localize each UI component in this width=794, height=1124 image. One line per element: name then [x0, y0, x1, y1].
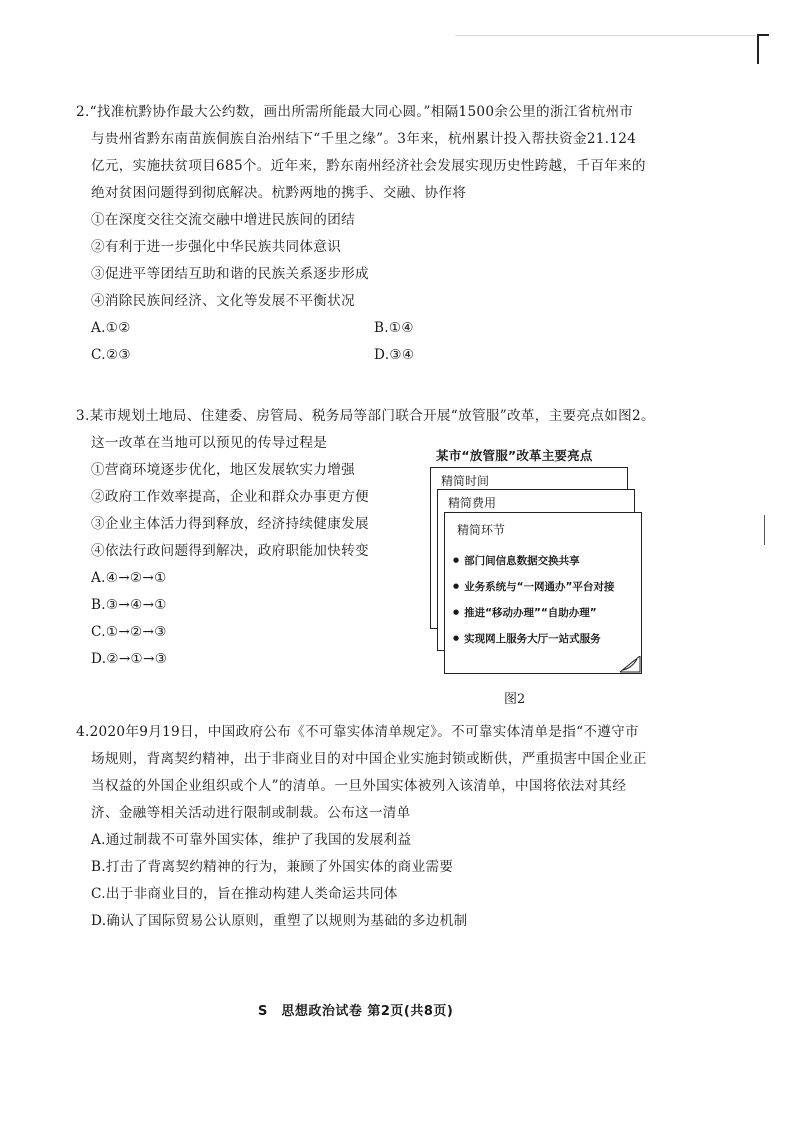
q4-option-a[interactable]: A.通过制裁不可靠外国实体，维护了我国的发展利益	[91, 832, 412, 848]
figure-bullet-2: ● 业务系统与“一网通办”平台对接	[453, 579, 614, 594]
q2-statement-2: ②有利于进一步强化中华民族共同体意识	[91, 239, 342, 255]
q4-stem-line-3: 当权益的外国企业组织或个人”的清单。一旦外国实体被列入该清单，中国将依法对其经	[91, 778, 627, 794]
q2-option-a[interactable]: A.①②	[91, 320, 131, 336]
q2-option-d[interactable]: D.③④	[374, 347, 415, 363]
page-curl-icon	[620, 656, 642, 674]
q3-stem-line-1: 3.某市规划土地局、住建委、房管局、税务局等部门联合开展“放管服”改革，主要亮点如图2。	[76, 408, 655, 424]
q4-stem-line-1: 4.2020年9月19日，中国政府公布《不可靠实体清单规定》。不可靠实体清单是指“不遵守市	[76, 724, 639, 740]
figure-card-steps	[444, 512, 642, 674]
figure-bullet-4: ● 实现网上服务大厅一站式服务	[453, 631, 601, 646]
q2-statement-4: ④消除民族间经济、文化等发展不平衡状况	[91, 293, 355, 309]
q3-statement-3: ③企业主体活力得到释放，经济持续健康发展	[91, 516, 369, 532]
q3-option-d[interactable]: D.②→①→③	[91, 651, 168, 667]
q3-statement-4: ④依法行政问题得到解决，政府职能加快转变	[91, 543, 369, 559]
card-label-time: 精简时间	[441, 474, 490, 488]
q4-option-d[interactable]: D.确认了国际贸易公认原则，重塑了以规则为基础的多边机制	[91, 913, 468, 929]
q2-stem-line-3: 亿元，实施扶贫项目685个。近年来，黔东南州经济社会发展实现历史性跨越，千百年来的	[91, 158, 646, 174]
q2-option-c[interactable]: C.②③	[91, 347, 131, 363]
margin-mark	[764, 515, 765, 545]
q3-statement-1: ①营商环境逐步优化，地区发展软实力增强	[91, 462, 355, 478]
q3-option-b[interactable]: B.③→④→①	[91, 597, 167, 613]
q2-option-b[interactable]: B.①④	[374, 320, 414, 336]
q4-stem-line-4: 济、金融等相关活动进行限制或制裁。公布这一清单	[91, 805, 411, 821]
q4-stem-line-2: 场规则，背离契约精神，出于非商业目的对中国企业实施封锁或断供，严重损害中国企业正	[91, 751, 647, 767]
q3-statement-2: ②政府工作效率提高，企业和群众办事更方便	[91, 489, 369, 505]
q2-stem-line-2: 与贵州省黔东南苗族侗族自治州结下“千里之缘”。3年来，杭州累计投入帮扶资金21.124	[91, 131, 637, 147]
q2-stem-line-1: 2.“找准杭黔协作最大公约数，画出所需所能最大同心圆。”相隔1500余公里的浙江省杭州市	[76, 104, 634, 120]
corner-mark-top	[757, 34, 769, 36]
figure-caption: 图2	[504, 692, 526, 707]
top-scan-line	[455, 35, 755, 36]
figure-bullet-3: ● 推进“移动办理”“自助办理”	[453, 605, 597, 620]
q4-option-c[interactable]: C.出于非商业目的，旨在推动构建人类命运共同体	[91, 886, 398, 902]
q3-option-c[interactable]: C.①→②→③	[91, 624, 167, 640]
figure-title: 某市“放管服”改革主要亮点	[436, 448, 593, 463]
page-footer: S 思想政治试卷 第2页(共8页)	[258, 1004, 454, 1019]
figure-bullet-1: ● 部门间信息数据交换共享	[453, 553, 580, 568]
card-label-steps: 精简环节	[457, 523, 506, 537]
q4-option-b[interactable]: B.打击了背离契约精神的行为，兼顾了外国实体的商业需要	[91, 859, 454, 875]
corner-mark	[757, 34, 759, 64]
q2-statement-3: ③促进平等团结互助和谐的民族关系逐步形成	[91, 266, 369, 282]
q2-stem-line-4: 绝对贫困问题得到彻底解决。杭黔两地的携手、交融、协作将	[91, 185, 467, 201]
q2-statement-1: ①在深度交往交流交融中增进民族间的团结	[91, 212, 355, 228]
q3-option-a[interactable]: A.④→②→①	[91, 570, 167, 586]
card-label-cost: 精简费用	[448, 496, 497, 510]
q3-stem-line-2: 这一改革在当地可以预见的传导过程是	[91, 435, 328, 451]
